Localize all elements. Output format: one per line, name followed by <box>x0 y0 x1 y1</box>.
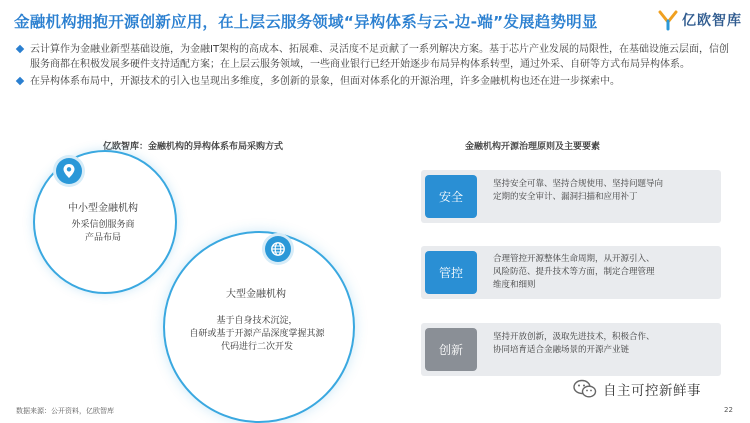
bullet-item <box>16 74 732 89</box>
wechat-account <box>573 379 701 399</box>
large-institution-desc-line: 代码进行二次开发 <box>220 342 293 352</box>
left-section-title: 亿欧智库：金融机构的异构体系布局采购方式 <box>103 142 284 152</box>
principle-text-line: 坚持安全可靠、坚持合规使用、坚持问题导向 <box>493 179 664 189</box>
principle-panel-control <box>421 246 721 299</box>
principle-text <box>493 178 715 204</box>
principle-text <box>493 331 715 357</box>
right-section-title: 金融机构开源治理原则及主要要素 <box>465 142 601 152</box>
principle-panel-security <box>421 170 721 223</box>
principle-text-line: 定期的安全审计、漏洞扫描和应用补丁 <box>493 192 638 202</box>
logo-icon <box>657 9 679 31</box>
wechat-icon <box>573 379 597 399</box>
diamond-bullet-icon <box>16 77 24 85</box>
large-institution-desc-line: 自研或基于开源产品深度掌握其源 <box>189 329 325 339</box>
small-institution-heading: 中小型金融机构 <box>68 203 138 214</box>
small-institution-desc <box>40 219 166 245</box>
principle-panel-innovation <box>421 323 721 376</box>
logo-text: 亿欧智库 <box>682 13 742 29</box>
small-institution-desc-line: 外采信创服务商 <box>71 220 135 230</box>
principle-badge: 创新 <box>425 328 477 371</box>
principle-badge: 管控 <box>425 251 477 294</box>
principle-text-line: 风险防范、提升技术等方面，制定合理管理 <box>493 267 655 277</box>
bullet-item <box>16 42 732 72</box>
large-institution-desc <box>176 315 338 354</box>
large-institution-heading: 大型金融机构 <box>226 289 286 300</box>
page-title: 金融机构拥抱开源创新应用，在上层云服务领域“异构体系与云-边-端”发展趋势明显 <box>14 13 598 31</box>
globe-icon <box>265 236 291 262</box>
principle-text-line: 坚持开放创新，汲取先进技术，积极合作、 <box>493 332 655 342</box>
principle-text <box>493 253 715 292</box>
principle-badge: 安全 <box>425 175 477 218</box>
bullet-text: 云计算作为金融业新型基础设施，为金融IT架构的高成本、拓展难、灵活度不足贡献了一系列解决方案。基于芯片产业发展的局限性，在基础设施云层面，信创服务商都在积极发展多硬件支持适配方案；在上层云服务领域，一些商业银行已经开始逐步布局异构体系转型，通过外采、自研等方式布局异构体系。 <box>30 44 730 70</box>
wechat-account-name: 自主可控新鲜事 <box>603 383 701 399</box>
logo <box>657 8 742 32</box>
intro-bullets <box>16 42 732 91</box>
page-number: 22 <box>724 406 733 414</box>
large-institution-desc-line: 基于自身技术沉淀， <box>216 316 298 326</box>
data-source: 数据来源：公开资料，亿欧智库 <box>16 407 114 415</box>
principle-text-line: 维度和细则 <box>493 280 536 290</box>
small-institution-desc-line: 产品布局 <box>84 233 121 243</box>
principle-text-line: 合理管控开源整体生命周期，从开源引入、 <box>493 254 655 264</box>
bullet-text: 在异构体系布局中，开源技术的引入也呈现出多维度，多创新的景象，但面对体系化的开源治理，许多金融机构也还在进一步探索中。 <box>30 76 620 87</box>
principle-text-line: 协同培育适合金融场景的开源产业链 <box>493 345 630 355</box>
diamond-bullet-icon <box>16 45 24 53</box>
location-pin-icon <box>56 158 82 184</box>
